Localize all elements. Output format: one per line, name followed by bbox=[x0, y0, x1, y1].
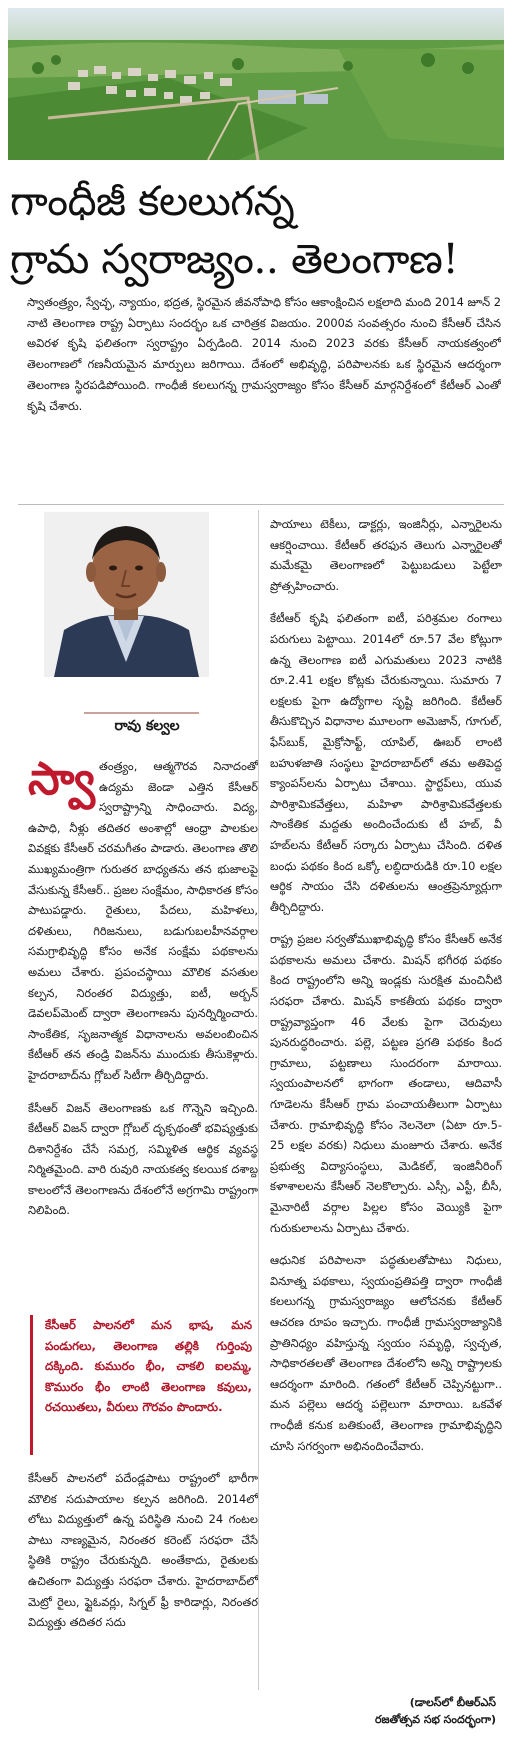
highlight-callout: కేసీఆర్ పాలనలో మన భాష, మన పండుగలు, తెలంగాణ తల్లికి గుర్తింపు దక్కింది. కుమురం భీం, చాకలి ఐలమ్మ, కొమురం భీం లాంటి తెలంగాణ కవులు, రచయితలు, వీరులు గౌరవం పొందారు. bbox=[30, 1315, 252, 1455]
column-divider bbox=[258, 510, 259, 1690]
left-paragraph-2: కేసీఆర్ విజన్ తెలంగాణకు ఒక గొన్నెని ఇచ్చింది. కేటీఆర్ విజన్ ద్వారా గ్లోబల్ దృక్పథంతో భవిష్యత్తుకు దిశానిర్దేశం చేసే సమగ్ర, సమ్మిళిత ఆర్థిక వ్యవస్థ నిర్మితమైంది. వారి రువురి నాయకత్వ కలయిక దశాబ్ద కాలంలోనే తెలంగాణను దేశంలోనే అగ్రగామి రాష్ట్రంగా నిలిపింది. bbox=[28, 1100, 258, 1218]
article-signoff bbox=[336, 1694, 496, 1728]
left-paragraph-1 bbox=[28, 756, 258, 1086]
signoff-line-1: (డాలస్‌లో బీఆర్ఎస్ bbox=[409, 1696, 496, 1709]
intro-paragraph: స్వాతంత్ర్యం, స్వేచ్ఛ, న్యాయం, భద్రత, స్థిరమైన జీవనోపాధి కోసం ఆకాంక్షించిన లక్షలాది మంది 2014 జూన్ 2 నాటి తెలంగాణ రాష్ట్ర ఏర్పాటు సందర్భం ఒక చారిత్రక విజయం. 2000వ సంవత్సరం నుంచి కేసీఆర్ చేసిన అవిరళ కృషి ఫలితంగా స్వరాష్ట్రం ఏర్పడింది. 2014 నుంచి 2023 వరకు కేసీఆర్ నాయకత్వంలో తెలంగాణలో గణనీయమైన మార్పులు జరిగాయి. దేశంలో అభివృద్ధి, పరిపాలనకు ఒక స్థిరమైన ఆదర్శంగా తెలంగాణ స్థిరపడిపోయింది. గాంధీజీ కలలుగన్న గ్రామస్వరాజ్యం కోసం కేసీఆర్ మార్గనిర్దేశంలో కేటీఆర్ ఎంతో కృషి చేశారు. bbox=[27, 295, 501, 413]
author-portrait bbox=[44, 512, 209, 677]
caption-rule bbox=[84, 712, 199, 714]
headline-line-1: గాంధీజీ కలలుగన్న bbox=[10, 177, 295, 225]
right-column bbox=[270, 514, 502, 1690]
left-paragraph-1-text: తంత్ర్యం, ఆత్మగౌరవ నినాదంతో ఉద్యమ జెండా ఎత్తిన కేసీఆర్ స్వరాష్ట్రాన్ని సాధించారు. విద్య, ఉపాధి, నీళ్లు తదితర అంశాల్లో ఆంధ్రా పాలకుల వివక్షకు కేసీఆర్ చరమగీతం పాడారు. తెలంగాణ తొలి ముఖ్యమంత్రిగా గురుతర బాధ్యతను తన భుజాలపై వేసుకున్న కేసీఆర్.. ప్రజల సంక్షేమం, సాధికారత కోసం పాటుపడ్డారు. రైతులు, పేదలు, మహిళలు, దళితులు, గిరిజనులు, బడుగుబలహీనవర్గాల సమగ్రాభివృద్ధి కోసం అనేక సంక్షేమ పథకాలను అమలు చేశారు. ప్రపంచస్థాయి మౌలిక వసతుల కల్పన, నిరంతర విద్యుత్తు, ఐటీ, అర్బన్ డెవలప్‌మెంట్ ద్వారా తెలంగాణను పునర్నిర్మించారు. సాంకేతిక, సృజనాత్మక విధానాలను అవలంబించిన కేటీఆర్ తన తండ్రి విజన్‌ను ముందుకు తీసుకెళ్లారు. హైదరాబాద్‌ను గ్లోబల్ సిటీగా తీర్చిదిద్దారు. bbox=[28, 759, 258, 1082]
right-paragraph-3: రాష్ట్ర ప్రజల సర్వతోముఖాభివృద్ధి కోసం కేసీఆర్ అనేక పథకాలను అమలు చేశారు. మిషన్ భగీరథ పథకం కింద రాష్ట్రంలోని అన్ని ఇండ్లకు సురక్షిత మంచినీటి సరఫరా చేశారు. మిషన్ కాకతీయ పథకం ద్వారా రాష్ట్రవ్యాప్తంగా 46 వేలకు పైగా చెరువులు పునరుద్ధరించారు. పల్లె, పట్టణ ప్రగతి పథకం కింద గ్రామాలు, పట్టణాలు సుందరంగా మారాయి. స్వయంపాలనలో భాగంగా తండాలు, ఆదివాసీ గూడెలను కేసీఆర్ గ్రామ పంచాయతీలుగా ఏర్పాటు చేశారు. గ్రామాభివృద్ధి కోసం నెలనెలా (ఏటా రూ.5-25 లక్షల వరకు) నిధులు మంజూరు చేశారు. అనేక ప్రభుత్వ విద్యాసంస్థలు, మెడికల్, ఇంజినీరింగ్ కళాశాలలను కేసీఆర్ నెలకొల్పారు. ఎస్సీ, ఎస్టీ, బీసీ, మైనారిటీ వర్గాల పిల్లల కోసం వెయ్యికి పైగా గురుకులాలను ఏర్పాటు చేశారు. bbox=[270, 932, 502, 1235]
signoff-line-2: రజతోత్సవ సభ సందర్భంగా) bbox=[374, 1713, 496, 1726]
left-column-top bbox=[28, 756, 258, 1312]
left-column-bottom bbox=[28, 1468, 258, 1690]
section-divider bbox=[18, 504, 504, 505]
right-paragraph-2: కేటీఆర్ కృషి ఫలితంగా ఐటీ, పరిశ్రమల రంగాలు పరుగులు పెట్టాయి. 2014లో రూ.57 వేల కోట్లుగా ఉన్న తెలంగాణ ఐటీ ఎగుమతులు 2023 నాటికి రూ.2.41 లక్షల కోట్లకు చేరుకున్నాయి. సుమారు 7 లక్షలకు పైగా ఉద్యోగాల సృష్టి జరిగింది. కేటీఆర్ తీసుకొచ్చిన విధానాల మూలంగా అమెజాన్, గూగుల్, ఫేస్‌బుక్, మైక్రోసాఫ్ట్, యాపిల్, ఊబర్ లాంటి బహుళజాతి సంస్థలు హైదరాబాద్‌లో తమ అతిపెద్ద క్యాంపస్‌లను ఏర్పాటు చేశాయి. స్టార్టప్‌లు, యువ పారిశ్రామికవేత్తలు, మహిళా పారిశ్రామికవేత్తలకు సాంకేతిక మద్దతు అందించేందుకు టీ హబ్, వీ హబ్‌లను కేటీఆర్ సర్కారు ఏర్పాటు చేసింది. దళిత బంధు పథకం కింద ఒక్కో లబ్ధిదారుడికి రూ.10 లక్షల ఆర్థిక సాయం చేసి దళితులను ఆంత్రప్రెన్యూర్లుగా తీర్చిదిద్దారు. bbox=[270, 611, 502, 914]
village-aerial-photo bbox=[8, 8, 504, 160]
author-caption: రావు కల్వల bbox=[114, 718, 180, 734]
headline bbox=[10, 172, 504, 288]
left-paragraph-3: కేసీఆర్ పాలనలో పదేండ్లపాటు రాష్ట్రంలో భారీగా మౌలిక సదుపాయాల కల్పన జరిగింది. 2014లో లోటు విద్యుత్తులో ఉన్న పరిస్థితి నుంచి 24 గంటల పాటు నాణ్యమైన, నిరంతర కరెంట్ సరఫరా చేసే స్థితికి రాష్ట్రం చేరుకున్నది. అంతేకాదు, రైతులకు ఉచితంగా విద్యుత్తు సరఫరా చేశారు. హైదరాబాద్‌లో మెట్రో రైలు, ఫ్లైఓవర్లు, సిగ్నల్ ఫ్రీ కారిడార్లు, నిరంతర విద్యుత్తు తదితర సదు bbox=[28, 1471, 258, 1630]
dropcap: స్వా bbox=[28, 756, 96, 805]
right-paragraph-4: ఆధునిక పరిపాలనా పద్ధతులతోపాటు నిధులు, వినూత్న పథకాలు, స్వయంప్రతిపత్తి ద్వారా గాంధీజీ కలలుగన్న గ్రామస్వరాజ్యం ఆలోచనకు కేటీఆర్ ఆచరణ రూపం ఇచ్చారు. గాంధీజీ గ్రామస్వరాజ్యానికి ప్రాతినిధ్యం వహిస్తున్న స్వయం సమృద్ధి, స్వచ్ఛత, సాధికారతలతో తెలంగాణ దేశంలోని అన్ని రాష్ట్రాలకు ఆదర్శంగా మారింది. గతంలో కేటీఆర్ చెప్పినట్టుగా.. మన పల్లెలు ఆదర్శ పల్లెలుగా మారాయి. ఒకవేళ గాంధీజీ కనుక బతికుంటే, తెలంగాణ గ్రామాభివృద్ధిని చూసి సగర్వంగా అభినందించేవారు. bbox=[270, 1253, 502, 1453]
headline-line-2: గ్రామ స్వరాజ్యం.. తెలంగాణ! bbox=[10, 235, 459, 283]
right-paragraph-1: పాయాలు టెకీలు, డాక్టర్లు, ఇంజినీర్లు, ఎన్నారైలను ఆకర్షించాయి. కేటీఆర్ తరఫున తెలుగు ఎన్నారైలతో మమేకమై తెలంగాణలో పెట్టుబడులు పెట్టేలా ప్రోత్సహించారు. bbox=[270, 517, 502, 593]
